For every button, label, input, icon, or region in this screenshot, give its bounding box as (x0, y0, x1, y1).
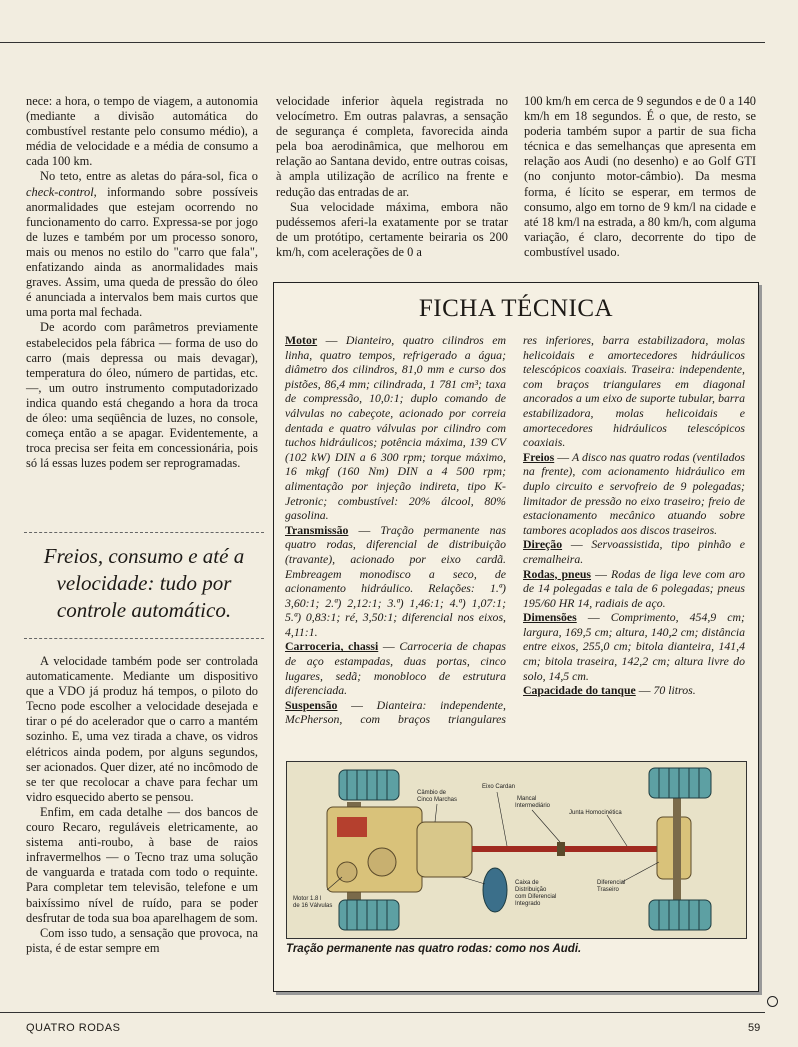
spec-carroceria: Carroceria, chassi — Carroceria de chapas de aço estampadas, duas portas, cinco lugares, sedã; monobloco de estrutura diferenciada. (285, 639, 506, 698)
end-mark-icon (767, 996, 778, 1007)
spec-freios: Freios — A disco nas quatro rodas (ventilados na frente), com acionamento hidráulico em duplo circuito e servofreio de 9 polegadas; limitador de pressão no eixo traseiro; freio de estacionamento mecânico atuando sobre tambores acoplados aos discos traseiros. (523, 449, 745, 537)
paragraph: velocidade inferior àquela registrada no velocímetro. Em outras palavras, a sensação de segurança é completa, favorecida ainda pela boa aerodinâmica, que melhorou em relação ao Santana devido, entre outras coisas, à ampla utilização de acrílico na frente e redução das entradas de ar. (276, 94, 508, 199)
top-rule (0, 42, 765, 43)
svg-text:de 16 Válvulas: de 16 Válvulas (293, 903, 333, 909)
svg-text:Cinco Marchas: Cinco Marchas (417, 797, 458, 803)
driveshaft (472, 846, 672, 852)
spec-suspensao-continued: res inferiores, barra estabilizadora, molas helicoidais e amortecedores hidráulicos telescópicos coaxiais. Traseira: independente, com braços triangulares em diagonal ancorados a um eixo de suporte tubular, barra estabilizadora, molas helicoidais e amortecedores hidráulicos telescópicos coaxiais. (523, 333, 745, 450)
paragraph: Enfim, em cada detalhe — dos bancos de couro Recaro, reguláveis eletricamente, ao sistema anti-roubo, à base de raios infravermelhos — o Tecno traz uma solução de vanguarda e tratada com todo o requinte. Para completar tem televisão, telefone e um baixíssimo nível de ruído, para se poder desfrutar de toda sua boa aparelhagem de som. (26, 804, 258, 925)
svg-text:Intermediário: Intermediário (515, 803, 551, 809)
label-diferencial: Diferencial (597, 880, 626, 886)
paragraph: Com isso tudo, a sensação que provoca, na pista, é de estar sempre em (26, 925, 258, 955)
spec-rodas: Rodas, pneus — Rodas de liga leve com aro de 14 polegadas e tala de 6 polegadas; pneus 195/60 HR 14, radiais de aço. (523, 566, 745, 610)
paragraph: nece: a hora, o tempo de viagem, a autonomia (mediante a divisão automática do combustível restante pelo consumo médio), a média de velocidade e a média de consumo a cada 100 km. (26, 94, 258, 169)
pull-quote-rule (24, 638, 264, 639)
paragraph: De acordo com parâmetros previamente estabelecidos pela fábrica — forma de uso do carro (mais depressa ou mais devagar), temperatura do óleo, número de partidas, etc. —, um outro instrumento computadorizado indica quando está chegando a hora da troca de óleo: uma seqüência de luzes, no console, começa então a se apagar. Evidentemente, a troca precisa ser feita em concessionária, pois só lá essas luzes podem ser reprogramadas. (26, 320, 258, 471)
wheel-front-right (339, 900, 399, 930)
label-junta: Junta Homocinética (569, 810, 622, 816)
label-cambio: Câmbio de (417, 790, 447, 796)
label-mancal: Mancal (517, 796, 537, 802)
label-caixa: Caixa de (515, 880, 539, 886)
center-bearing (557, 842, 565, 856)
spec-dimensoes: Dimensões — Comprimento, 454,9 cm; largura, 169,5 cm; altura, 140,2 cm; distância entre eixos, 255,0 cm; bitola dianteira, 141,4 cm; bitola traseira, 142,2 cm; altura livre do solo, 14,5 cm. (523, 610, 745, 683)
spec-transmissao: Transmissão — Tração permanente nas quatro rodas, diferencial de distribuição (travante), acionado por eixo cardã. Embreagem monodisco a seco, de acionamento hidráulico. Relações: 1.ª) 3,60:1; 2.ª) 2,12:1; 3.ª) 1,46:1; 4.ª) 1,07:1; 5.ª) 0,83:1; ré, 3,50:1; diferencial nos eixos, 4,11:1. (285, 522, 506, 639)
magazine-name: QUATRO RODAS (26, 1022, 121, 1034)
drivetrain-illustration (287, 762, 746, 938)
pull-quote: Freios, consumo e até a velocidade: tudo por controle automático. (24, 532, 264, 624)
engine-pulley (368, 848, 396, 876)
distribution-box (483, 868, 507, 912)
svg-text:Integrado: Integrado (515, 901, 541, 907)
spec-sheet-box (273, 282, 759, 992)
label-motor: Motor 1.8 l (293, 896, 322, 902)
paragraph: 100 km/h em cerca de 9 segundos e de 0 a 140 km/h em 18 segundos. É o que, de resto, se poderia também supor a partir de sua ficha técnica e das semelhanças que apresenta em relação aos Audi (no desenho) e ao Golf GTI (no conjunto motor-câmbio). Da mesma forma, é lícito se esperar, em termos de consumo, algo em torno de 9 km/l na cidade e até 18 km/l na estrada, a 80 km/h, com alguma variação, é claro, decorrente do tipo de combustível usado. (524, 94, 756, 259)
spec-column-1 (285, 333, 506, 727)
spec-sheet-title: FICHA TÉCNICA (418, 295, 614, 322)
svg-text:com Diferencial: com Diferencial (515, 894, 557, 900)
article-column-2 (276, 94, 508, 260)
spec-column-2 (523, 333, 745, 698)
footer-rule (0, 1012, 765, 1013)
svg-text:Distribuição: Distribuição (515, 887, 547, 893)
label-eixo-cardan: Eixo Cardan (482, 784, 516, 790)
svg-text:Traseiro: Traseiro (597, 887, 619, 893)
wheel-front-left (339, 770, 399, 800)
article-column-3 (524, 94, 756, 260)
article-column-1-continued (26, 654, 258, 956)
rear-axle (673, 792, 681, 904)
spec-suspensao: Suspensão — Dianteira: independente, McPherson, com braços triangulares (285, 697, 506, 727)
paragraph: Sua velocidade máxima, embora não pudéssemos aferi-la exatamente por se tratar de um protótipo, certamente beiraria os 200 km/h, com acelerações de 0 a (276, 199, 508, 259)
wheel-rear-left (649, 768, 711, 798)
spec-motor: Motor — Dianteiro, quatro cilindros em linha, quatro tempos, refrigerado a água; diâmetro dos cilindros, 81,0 mm e curso dos pistões, 86,4 mm; cilindrada, 1 781 cm³; taxa de compressão, 10,0:1; duplo comando de válvulas no cabeçote, acionado por correia dentada e quatro válvulas por cilindro com tuchos hidráulicos; potência máxima, 139 CV (102 kW) DIN a 6 300 rpm; torque máximo, 16 mkgf (160 Nm) DIN a 4 500 rpm; alimentação por injeção indireta, tipo K-Jetronic; combustível: 20% álcool, 80% gasolina. (285, 333, 506, 523)
drivetrain-diagram (286, 761, 747, 939)
engine-cover (337, 817, 367, 837)
spec-tanque: Capacidade do tanque — 70 litros. (523, 683, 696, 698)
diagram-caption: Tração permanente nas quatro rodas: como nos Audi. (286, 943, 582, 955)
page-number: 59 (748, 1022, 761, 1034)
paragraph: A velocidade também pode ser controlada automaticamente. Mediante um dispositivo que a VDO já produz há tempos, o piloto do Tecno pode escolher a velocidade desejada e tirar o pé do acelerador que o carro a mantém sozinho. E, uma vez tirada a chave, os vidros elétricos ainda podem, por alguns segundos, ser acionados. Quer dizer, até no incômodo de se ter que recolocar a chave para fechar um vidro esquecido aberto se pensou. (26, 654, 258, 804)
article-column-1 (26, 94, 258, 471)
gearbox (417, 822, 472, 877)
wheel-rear-right (649, 900, 711, 930)
spec-direcao: Direção — Servoassistida, tipo pinhão e cremalheira. (523, 537, 745, 566)
paragraph: No teto, entre as aletas do pára-sol, fica o check-control, informando sobre possíveis anormalidades que estejam ocorrendo no funcionamento do carro. Expressa-se por jogo de luzes e também por um processo sonoro, mais ou menos no estilo do "carro que fala", enfatizando ainda as anormalidades mais graves. Assim, uma queda de pressão do óleo é anunciada a intervalos bem mais curtos que uma porta mal fechada. (26, 169, 258, 320)
